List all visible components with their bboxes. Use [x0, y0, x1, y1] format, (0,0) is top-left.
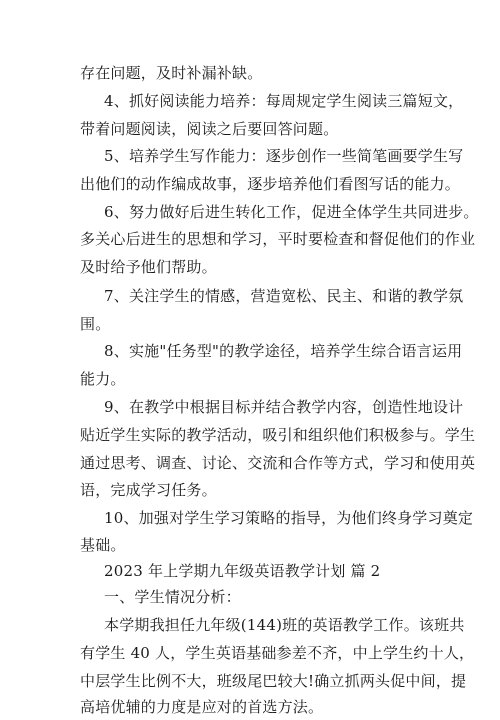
paragraph-line: 通过思考、调查、讨论、交流和合作等方式，学习和使用英 — [80, 454, 476, 472]
paragraph-line: 有学生 40 人，学生英语基础参差不齐，中上学生约十人， — [80, 644, 475, 662]
paragraph-line: 中层学生比例不大，班级尾巴较大!确立抓两头促中间，提 — [80, 672, 467, 690]
list-item-line: 9、在教学中根据目标并结合教学内容，创造性地设计 — [104, 398, 464, 416]
list-item-line: 8、实施"任务型"的教学途径，培养学生综合语言运用 — [104, 342, 463, 360]
paragraph-line: 本学期我担任九年级(144)班的英语教学工作。该班共 — [104, 616, 465, 634]
paragraph-line: 带着问题阅读，阅读之后要回答问题。 — [80, 120, 339, 138]
paragraph-line: 围。 — [80, 315, 111, 333]
paragraph-line: 多关心后进生的思想和学习，平时要检查和督促他们的作业 — [80, 230, 476, 248]
list-item-line: 7、关注学生的情感，营造宽松、民主、和谐的教学氛 — [104, 287, 464, 305]
list-item-line: 6、努力做好后进生转化工作，促进全体学生共同进步。 — [104, 203, 479, 221]
section-title: 2023 年上学期九年级英语教学计划 篇 2 — [104, 562, 381, 580]
section-heading: 一、学生情况分析： — [104, 588, 241, 606]
list-item-line: 5、培养学生写作能力：逐步创作一些简笔画要学生写 — [104, 147, 464, 165]
list-item-line: 10、加强对学生学习策略的指导，为他们终身学习奠定 — [104, 509, 474, 527]
paragraph-line: 贴近学生实际的教学活动，吸引和组织他们积极参与。学生 — [80, 426, 476, 444]
paragraph-line: 及时给予他们帮助。 — [80, 258, 217, 276]
paragraph-line: 高培优辅的力度是应对的首选方法。 — [80, 698, 324, 716]
paragraph-line: 基础。 — [80, 536, 126, 554]
paragraph-line: 能力。 — [80, 370, 126, 388]
paragraph-line: 出他们的动作编成故事，逐步培养他们看图写话的能力。 — [80, 175, 461, 193]
paragraph-line: 语，完成学习任务。 — [80, 481, 217, 499]
list-item-line: 4、抓好阅读能力培养：每周规定学生阅读三篇短文， — [104, 92, 464, 110]
paragraph-line: 存在问题，及时补漏补缺。 — [80, 64, 263, 82]
